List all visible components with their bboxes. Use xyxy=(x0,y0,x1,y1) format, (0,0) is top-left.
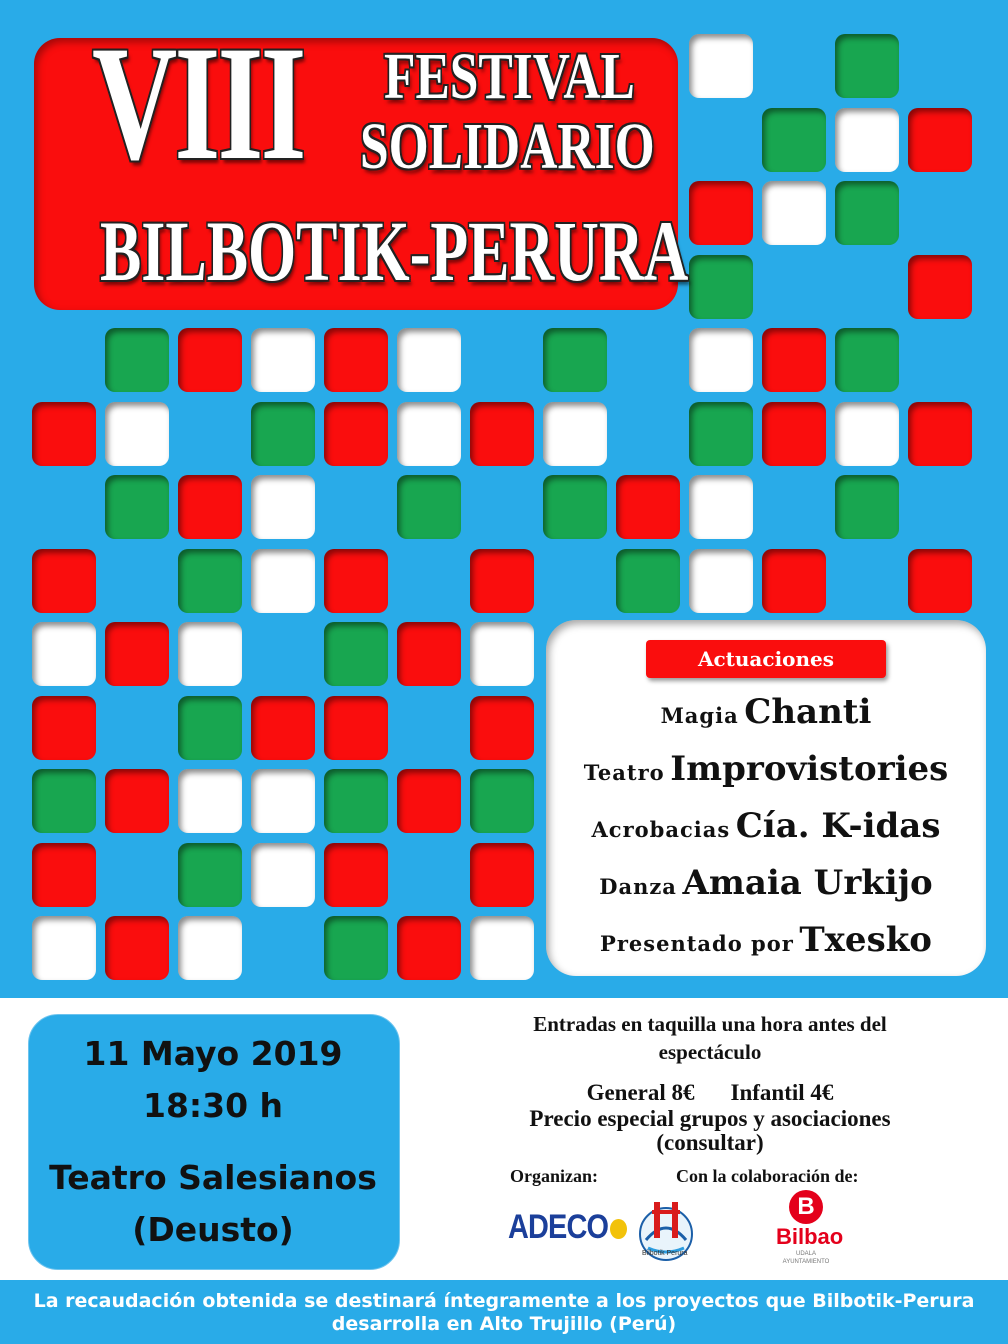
mosaic-tile xyxy=(543,475,607,539)
title-organization: BILBOTIK-PERURA xyxy=(100,203,689,299)
mosaic-tile xyxy=(470,696,534,760)
adeco-logo-text: ADECO xyxy=(508,1208,609,1246)
mosaic-tile xyxy=(689,475,753,539)
act-kind: Magia xyxy=(660,703,739,728)
mosaic-tile xyxy=(835,181,899,245)
mosaic-tile xyxy=(178,549,242,613)
title-festival: FESTIVAL xyxy=(384,40,635,113)
mosaic-tile xyxy=(32,622,96,686)
mosaic-tile xyxy=(908,108,972,172)
tickets-special: Precio especial grupos y asociaciones xyxy=(529,1106,891,1131)
bilbao-logo-icon: B xyxy=(789,1190,823,1224)
mosaic-tile xyxy=(762,328,826,392)
event-time: 18:30 h xyxy=(142,1086,284,1125)
mosaic-tile xyxy=(178,916,242,980)
mosaic-tile xyxy=(251,843,315,907)
mosaic-tile xyxy=(397,769,461,833)
mosaic-tile xyxy=(105,769,169,833)
mosaic-tile xyxy=(251,549,315,613)
ticket-prices xyxy=(420,1080,1000,1106)
mosaic-tile xyxy=(251,402,315,466)
bilbao-logo-subtext xyxy=(776,1250,836,1266)
mosaic-tile xyxy=(689,181,753,245)
mosaic-tile xyxy=(397,402,461,466)
mosaic-tile xyxy=(397,475,461,539)
mosaic-tile xyxy=(251,328,315,392)
mosaic-tile xyxy=(397,328,461,392)
mosaic-tile xyxy=(324,696,388,760)
mosaic-tile xyxy=(762,549,826,613)
mosaic-tile xyxy=(762,181,826,245)
mosaic-tile xyxy=(251,769,315,833)
mosaic-tile xyxy=(616,549,680,613)
mosaic-tile xyxy=(178,475,242,539)
mosaic-tile xyxy=(908,402,972,466)
mosaic-tile xyxy=(835,402,899,466)
mosaic-tile xyxy=(835,34,899,98)
mosaic-tile xyxy=(105,916,169,980)
adeco-logo xyxy=(508,1208,627,1247)
act-row xyxy=(546,806,986,846)
bilbao-sub-1: UDALA xyxy=(795,1251,816,1257)
mosaic-tile xyxy=(105,328,169,392)
mosaic-tile xyxy=(762,108,826,172)
act-name: Cía. K-idas xyxy=(735,806,941,846)
mosaic-tile xyxy=(178,328,242,392)
act-name: Improvistories xyxy=(670,749,949,789)
bilbao-logo xyxy=(776,1190,844,1270)
act-row xyxy=(546,749,986,789)
adeco-logo-dot-icon xyxy=(610,1219,627,1239)
mosaic-tile xyxy=(835,475,899,539)
act-name: Amaia Urkijo xyxy=(682,863,933,903)
mosaic-tile xyxy=(324,843,388,907)
mosaic-tile xyxy=(689,328,753,392)
mosaic-tile xyxy=(324,622,388,686)
price-general: General 8€ xyxy=(586,1080,695,1105)
mosaic-tile xyxy=(324,549,388,613)
mosaic-tile xyxy=(324,769,388,833)
collaborators-heading: Con la colaboración de: xyxy=(676,1166,859,1186)
mosaic-tile xyxy=(470,549,534,613)
mosaic-tile xyxy=(178,769,242,833)
mosaic-tile xyxy=(908,255,972,319)
mosaic-tile xyxy=(251,696,315,760)
mosaic-tile xyxy=(689,255,753,319)
act-row xyxy=(546,692,986,732)
mosaic-tile xyxy=(178,622,242,686)
mosaic-tile xyxy=(32,549,96,613)
act-kind: Presentado por xyxy=(600,931,794,956)
mosaic-tile xyxy=(251,475,315,539)
mosaic-tile xyxy=(835,328,899,392)
mosaic-tile xyxy=(32,843,96,907)
mosaic-tile xyxy=(178,696,242,760)
mosaic-tile xyxy=(32,916,96,980)
mosaic-tile xyxy=(324,328,388,392)
price-infantil: Infantil 4€ xyxy=(730,1080,834,1105)
bilbotik-perura-logo-text: Bilbotik Perura xyxy=(642,1250,688,1257)
footer-line-2: desarrolla en Alto Trujillo (Perú) xyxy=(331,1313,677,1335)
mosaic-tile xyxy=(32,769,96,833)
mosaic-tile xyxy=(689,402,753,466)
act-kind: Teatro xyxy=(583,760,665,785)
mosaic-tile xyxy=(689,34,753,98)
mosaic-tile xyxy=(835,108,899,172)
tickets-line-2: espectáculo xyxy=(658,1040,762,1064)
mosaic-tile xyxy=(32,402,96,466)
mosaic-tile xyxy=(324,916,388,980)
event-date: 11 Mayo 2019 xyxy=(83,1034,343,1073)
act-name: Chanti xyxy=(744,692,872,732)
mosaic-tile xyxy=(470,843,534,907)
mosaic-tile xyxy=(470,916,534,980)
mosaic-tile xyxy=(105,475,169,539)
mosaic-tile xyxy=(470,402,534,466)
bilbao-sub-2: AYUNTAMIENTO xyxy=(782,1259,830,1265)
mosaic-tile xyxy=(543,402,607,466)
title-edition-number: VIII xyxy=(92,13,304,194)
organizers-heading: Organizan: xyxy=(510,1166,598,1186)
act-row xyxy=(546,863,986,903)
act-row xyxy=(546,920,986,960)
mosaic-tile xyxy=(908,549,972,613)
mosaic-tile xyxy=(762,402,826,466)
mosaic-tile xyxy=(543,328,607,392)
mosaic-tile xyxy=(616,475,680,539)
event-district: (Deusto) xyxy=(132,1210,294,1249)
act-kind: Danza xyxy=(599,874,677,899)
title-solidario: SOLIDARIO xyxy=(360,110,655,183)
bilbao-logo-text: Bilbao xyxy=(776,1224,844,1249)
mosaic-tile xyxy=(178,843,242,907)
mosaic-tile xyxy=(470,622,534,686)
mosaic-tile xyxy=(324,402,388,466)
tickets-consult: (consultar) xyxy=(656,1130,764,1155)
act-kind: Acrobacias xyxy=(591,817,731,842)
mosaic-tile xyxy=(397,916,461,980)
tickets-line-1: Entradas en taquilla una hora antes del xyxy=(533,1012,887,1036)
mosaic-tile xyxy=(32,696,96,760)
mosaic-tile xyxy=(105,402,169,466)
event-venue: Teatro Salesianos xyxy=(49,1158,377,1197)
mosaic-tile xyxy=(689,549,753,613)
mosaic-tile xyxy=(105,622,169,686)
footer-line-1: La recaudación obtenida se destinará íntegramente a los proyectos que Bilbotik-Perura xyxy=(33,1290,975,1312)
acts-label: Actuaciones xyxy=(646,640,886,678)
act-name: Txesko xyxy=(799,920,932,960)
mosaic-tile xyxy=(470,769,534,833)
mosaic-tile xyxy=(397,622,461,686)
